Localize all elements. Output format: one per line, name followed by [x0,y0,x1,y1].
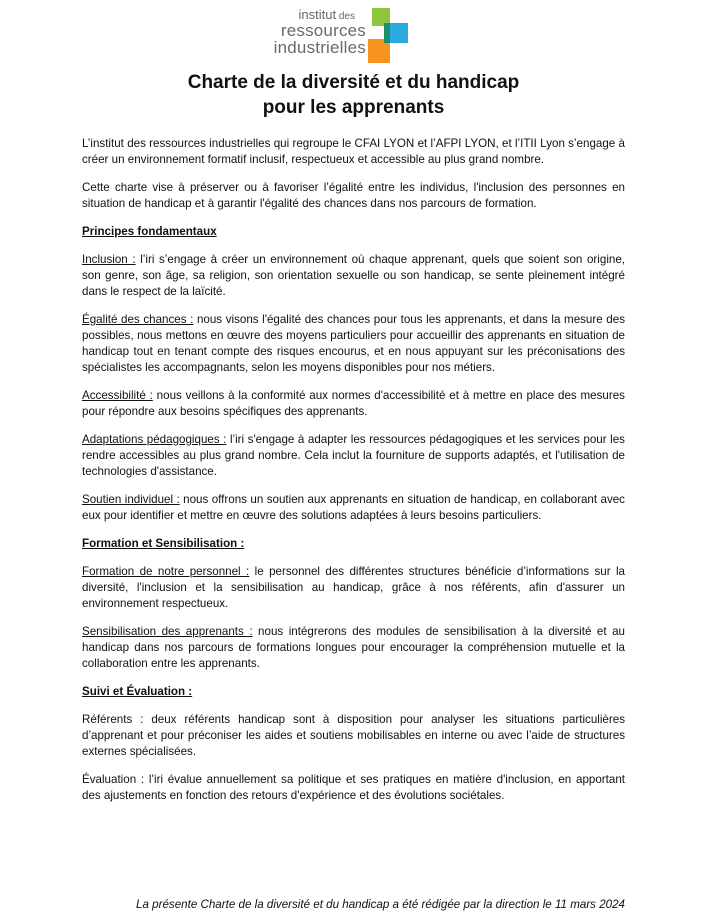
formation-apprenants [82,624,625,672]
section-heading-suivi: Suivi et Évaluation : [82,685,193,698]
item-text: nous intégrerons des modules de sensibilisation à la diversité et au handicap dans nos parcours de formations longues pour encourager la compréhension mutuelle et la collaboration entre les apprenants. [82,625,625,670]
title-line-2: pour les apprenants [262,97,445,118]
principle-adaptations [82,432,625,480]
charter-body [82,136,625,816]
section-heading-formation: Formation et Sensibilisation : [82,537,245,550]
logo-line-ressources: ressources [280,21,366,40]
intro-paragraph: Cette charte vise à préserver ou à favoriser l’égalité entre les individus, l'inclusion des personnes en situation de handicap et à garantir l'égalité des chances dans nos parcours de formation. [82,181,625,210]
page-title [0,70,707,120]
item-label: Adaptations pédagogiques : [82,433,227,446]
item-label: Sensibilisation des apprenants : [82,625,253,638]
item-text: le personnel des différentes structures bénéficie d’informations sur la diversité, l'inclusion et la sensibilisation au handicap, grâce à nos référents, afin d'assurer un environnement respectueux. [82,565,625,610]
item-text: l’iri s’engage à créer un environnement où chaque apprenant, quels que soient son origine, son genre, son âge, sa religion, son orientation sexuelle ou son handicap, se sente pleinement intégré dans le respect de la laïcité. [82,253,626,298]
logo-blue-square [388,23,408,43]
item-label: Inclusion : [82,253,136,266]
suivi-referents: Référents : deux référents handicap sont à disposition pour analyser les situations particulières d’apprenant et pour préconiser les aides et soutiens mobilisables en interne ou avec l’aide de structures externes spécialisées. [82,713,625,758]
item-label: Soutien individuel : [82,493,180,506]
suivi-evaluation: Évaluation : l’iri évalue annuellement sa politique et ses pratiques en matière d'inclusion, en apportant des ajustements en fonction des retours d'expérience et des évolutions sociétales. [82,773,625,802]
principle-soutien [82,492,625,524]
item-label: Formation de notre personnel : [82,565,250,578]
section-heading-principes: Principes fondamentaux [82,225,217,238]
item-label: Égalité des chances : [82,313,194,326]
item-label: Accessibilité : [82,389,153,402]
principle-egalite [82,312,625,376]
item-text: nous offrons un soutien aux apprenants en situation de handicap, en collaborant avec eux pour identifier et mettre en œuvre des solutions adaptées à leurs besoins particuliers. [82,493,625,522]
formation-personnel [82,564,625,612]
principle-accessibilite [82,388,625,420]
item-text: l’iri s'engage à adapter les ressources pédagogiques et les services pour les rendre accessibles au plus grand nombre. Cela inclut la fourniture de supports adaptés, et l'utilisation de technologies d'assistance. [82,433,625,478]
intro-paragraph: L’institut des ressources industrielles qui regroupe le CFAI LYON et l’AFPI LYON, et l’ITII Lyon s’engage à créer un environnement formatif inclusif, respectueux et accessible au plus grand nombre. [82,137,625,166]
logo-line-institut: institut des [298,7,355,22]
title-line-1: Charte de la diversité et du handicap [187,72,520,93]
item-text: nous veillons à la conformité aux normes d'accessibilité et à mettre en place des mesures pour répondre aux besoins spécifiques des apprenants. [82,389,625,418]
logo-line-industrielles: industrielles [273,38,366,57]
principle-inclusion [82,252,625,300]
footer-note: La présente Charte de la diversité et du handicap a été rédigée par la direction le 11 mars 2024 [136,898,625,911]
item-text: nous visons l'égalité des chances pour tous les apprenants, et dans la mesure des possibles, nous mettons en œuvre des moyens particuliers pour accueillir des apprenants en situation de handicap tout en tenant compte des risques encourus, et en nous appuyant sur les préconisations des spécialistes les accompagnants, selon les moyens disponibles pour nos métiers. [82,313,625,374]
iri-logo [258,5,418,65]
logo-overlap-square [384,23,390,43]
